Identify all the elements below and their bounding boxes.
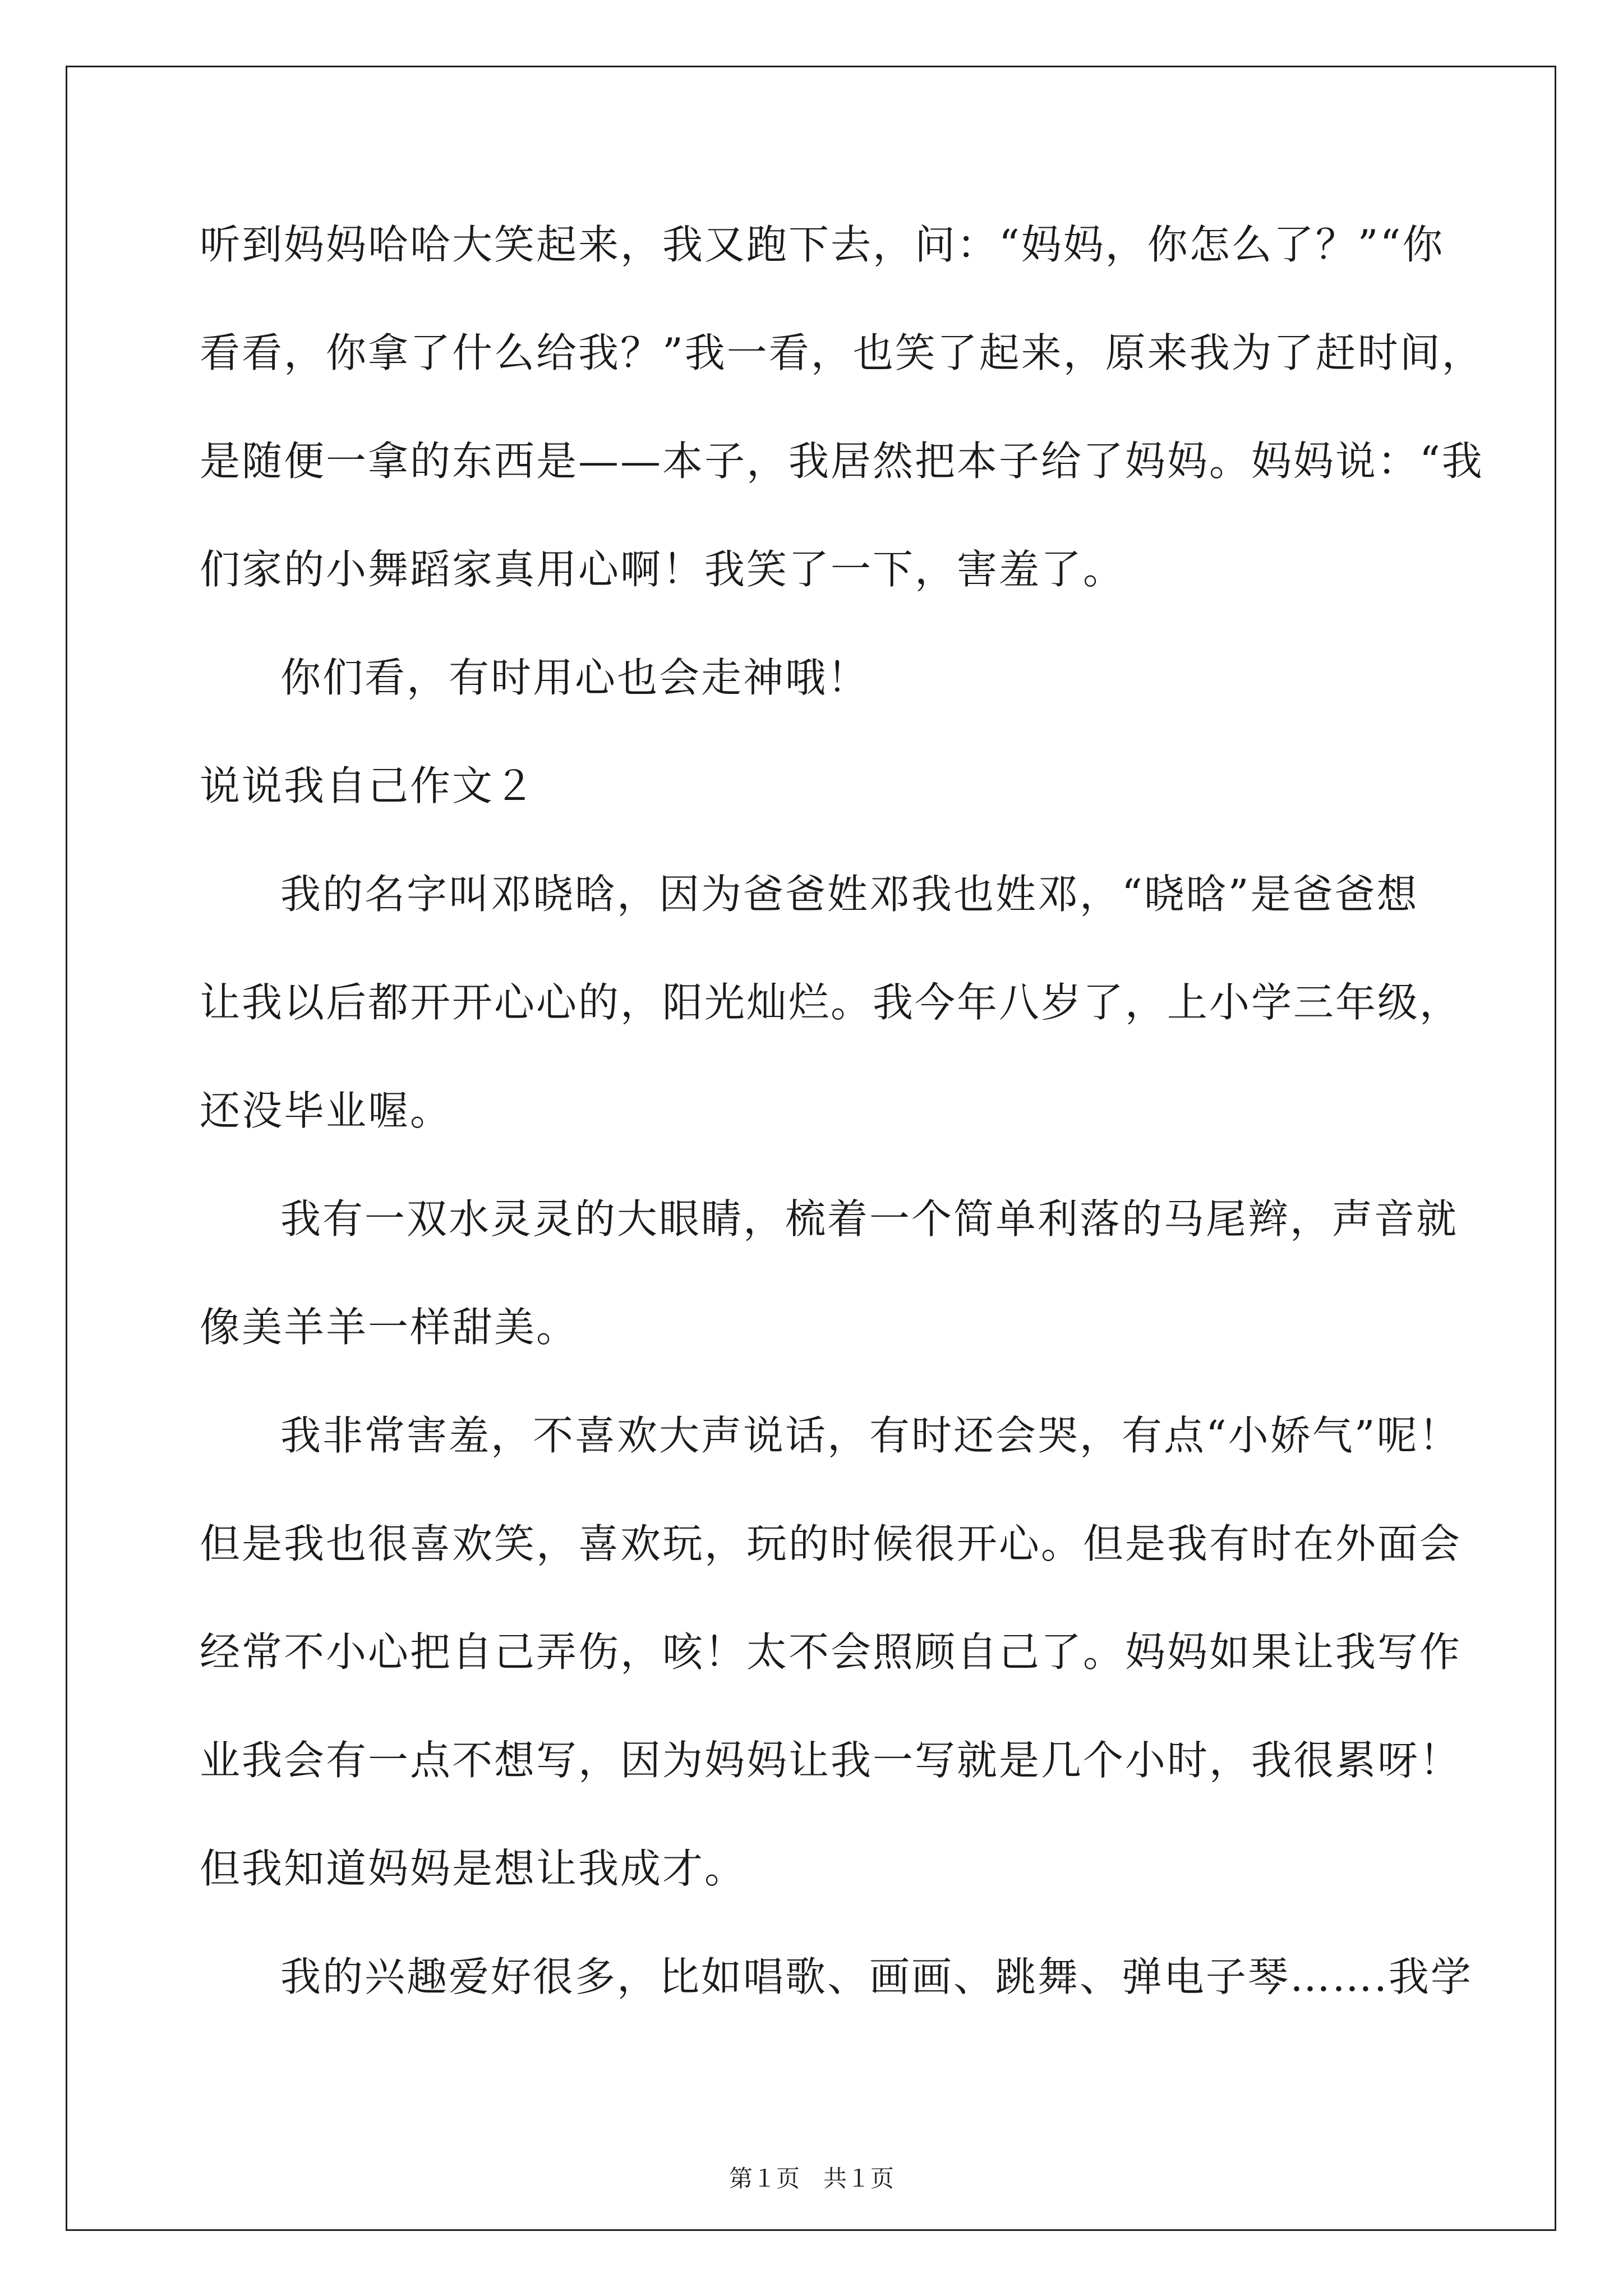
text-line: 让我以后都开开心心的，阳光灿烂。我今年八岁了，上小学三年级， — [200, 979, 1462, 1026]
section-heading: 说说我自己作文２ — [200, 762, 537, 809]
page-number-footer: 第１页 共１页 — [728, 2165, 894, 2192]
page-border — [66, 66, 1556, 2231]
text-line: 但我知道妈妈是想让我成才。 — [200, 1845, 747, 1892]
text-line: 像美羊羊一样甜美。 — [200, 1304, 579, 1351]
text-line: 但是我也很喜欢笑，喜欢玩，玩的时候很开心。但是我有时在外面会 — [200, 1520, 1462, 1567]
text-line: 业我会有一点不想写，因为妈妈让我一写就是几个小时，我很累呀！ — [200, 1737, 1462, 1784]
paragraph-first-line: 我有一双水灵灵的大眼睛，梳着一个简单利落的马尾辫，声音就 — [280, 1195, 1459, 1243]
paragraph-first-line: 我非常害羞，不喜欢大声说话，有时还会哭，有点“小娇气”呢！ — [280, 1412, 1461, 1459]
text-line: 是随便一拿的东西是——本子，我居然把本子给了妈妈。妈妈说：“我 — [200, 438, 1484, 485]
text-line: 经常不小心把自己弄伤，咳！太不会照顾自己了。妈妈如果让我写作 — [200, 1628, 1462, 1676]
paragraph-first-line: 我的兴趣爱好很多，比如唱歌、画画、跳舞、弹电子琴…….我学 — [280, 1953, 1473, 2000]
text-line: 还没毕业喔。 — [200, 1087, 453, 1134]
paragraph-first-line: 我的名字叫邓晓晗，因为爸爸姓邓我也姓邓，“晓晗”是爸爸想 — [280, 871, 1419, 918]
text-line: 听到妈妈哈哈大笑起来，我又跑下去，问：“妈妈，你怎么了？”“你 — [200, 221, 1445, 268]
text-line: 看看，你拿了什么给我？”我一看，也笑了起来，原来我为了赶时间， — [200, 329, 1484, 376]
text-line: 们家的小舞蹈家真用心啊！我笑了一下，害羞了。 — [200, 546, 1126, 593]
paragraph-first-line: 你们看，有时用心也会走神哦！ — [280, 654, 870, 701]
